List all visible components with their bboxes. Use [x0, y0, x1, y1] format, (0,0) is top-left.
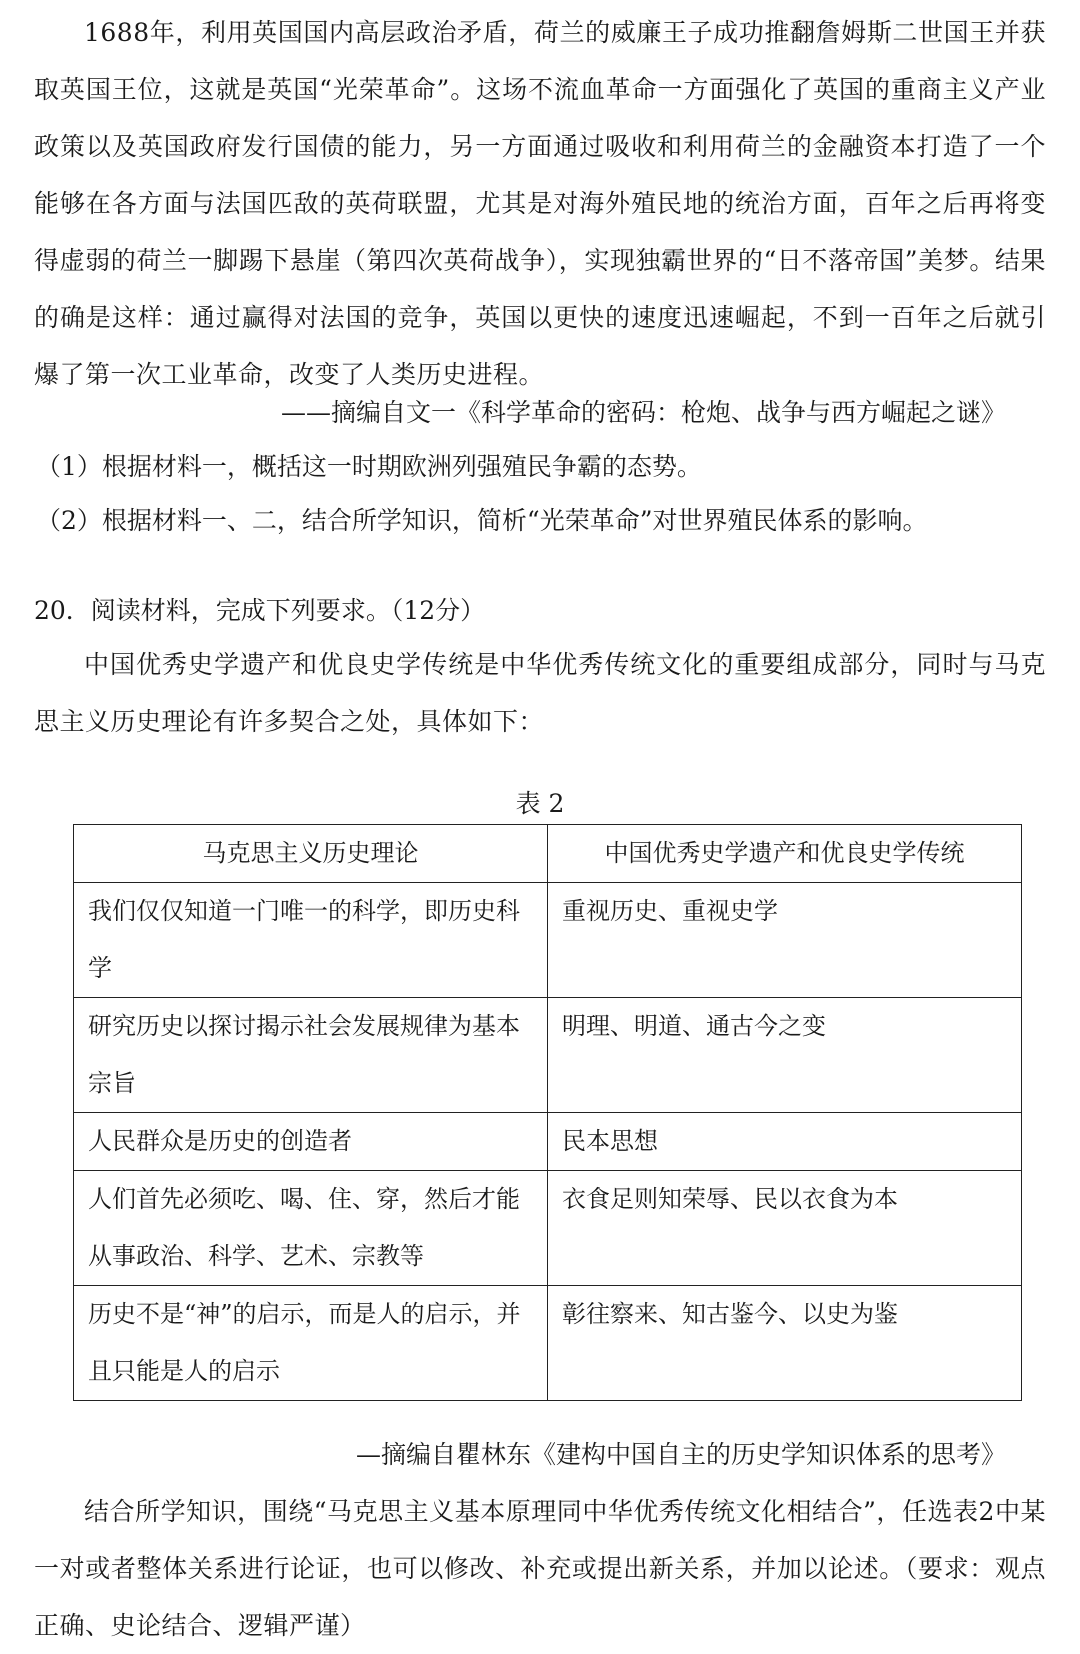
material-source: ——摘编自文一《科学革命的密码：枪炮、战争与西方崛起之谜》	[280, 398, 1006, 427]
table-row	[74, 1286, 1022, 1401]
comparison-table	[73, 824, 1022, 1401]
table-cell-chinese: 重视历史、重视史学	[548, 883, 1022, 998]
table-cell-marxist: 人们首先必须吃、喝、住、穿，然后才能从事政治、科学、艺术、宗教等	[74, 1171, 548, 1286]
question-20-task: 结合所学知识，围绕“马克思主义基本原理同中华优秀传统文化相结合”，任选表2中某一对或者整体关系进行论证，也可以修改、补充或提出新关系，并加以论述。（要求：观点正确、史论结合、逻辑严谨）	[34, 1497, 1046, 1640]
table-cell-marxist: 我们仅仅知道一门唯一的科学，即历史科学	[74, 883, 548, 998]
table-cell-marxist: 人民群众是历史的创造者	[74, 1113, 548, 1171]
table-cell-chinese: 明理、明道、通古今之变	[548, 998, 1022, 1113]
question-20-heading: 20．阅读材料，完成下列要求。（12分）	[34, 596, 486, 625]
table-row	[74, 1171, 1022, 1286]
table-header-row	[74, 825, 1022, 883]
table-cell-marxist: 研究历史以探讨揭示社会发展规律为基本宗旨	[74, 998, 548, 1113]
table-row	[74, 998, 1022, 1113]
table-header-marxist: 马克思主义历史理论	[74, 825, 548, 883]
table-cell-chinese: 民本思想	[548, 1113, 1022, 1171]
table-cell-marxist: 历史不是“神”的启示，而是人的启示，并且只能是人的启示	[74, 1286, 548, 1401]
question-1: （1）根据材料一，概括这一时期欧洲列强殖民争霸的态势。	[36, 452, 702, 481]
table-row	[74, 883, 1022, 998]
table-cell-chinese: 彰往察来、知古鉴今、以史为鉴	[548, 1286, 1022, 1401]
question-2: （2）根据材料一、二，结合所学知识，简析“光荣革命”对世界殖民体系的影响。	[36, 506, 928, 535]
material-paragraph: 1688年，利用英国国内高层政治矛盾，荷兰的威廉王子成功推翻詹姆斯二世国王并获取英国王位，这就是英国“光荣革命”。这场不流血革命一方面强化了英国的重商主义产业政策以及英国政府发行国债的能力，另一方面通过吸收和利用荷兰的金融资本打造了一个能够在各方面与法国匹敌的英荷联盟，尤其是对海外殖民地的统治方面，百年之后再将变得虚弱的荷兰一脚踢下悬崖（第四次英荷战争），实现独霸世界的“日不落帝国”美梦。结果的确是这样：通过赢得对法国的竞争，英国以更快的速度迅速崛起，不到一百年之后就引爆了第一次工业革命，改变了人类历史进程。	[34, 18, 1046, 389]
table-row	[74, 1113, 1022, 1171]
table-header-chinese: 中国优秀史学遗产和优良史学传统	[548, 825, 1022, 883]
table-cell-chinese: 衣食足则知荣辱、民以衣食为本	[548, 1171, 1022, 1286]
table-source: —摘编自瞿林东《建构中国自主的历史学知识体系的思考》	[355, 1440, 1006, 1469]
question-20-intro: 中国优秀史学遗产和优良史学传统是中华优秀传统文化的重要组成部分，同时与马克思主义历史理论有许多契合之处，具体如下：	[34, 650, 1046, 736]
table-caption: 表 2	[515, 789, 565, 818]
